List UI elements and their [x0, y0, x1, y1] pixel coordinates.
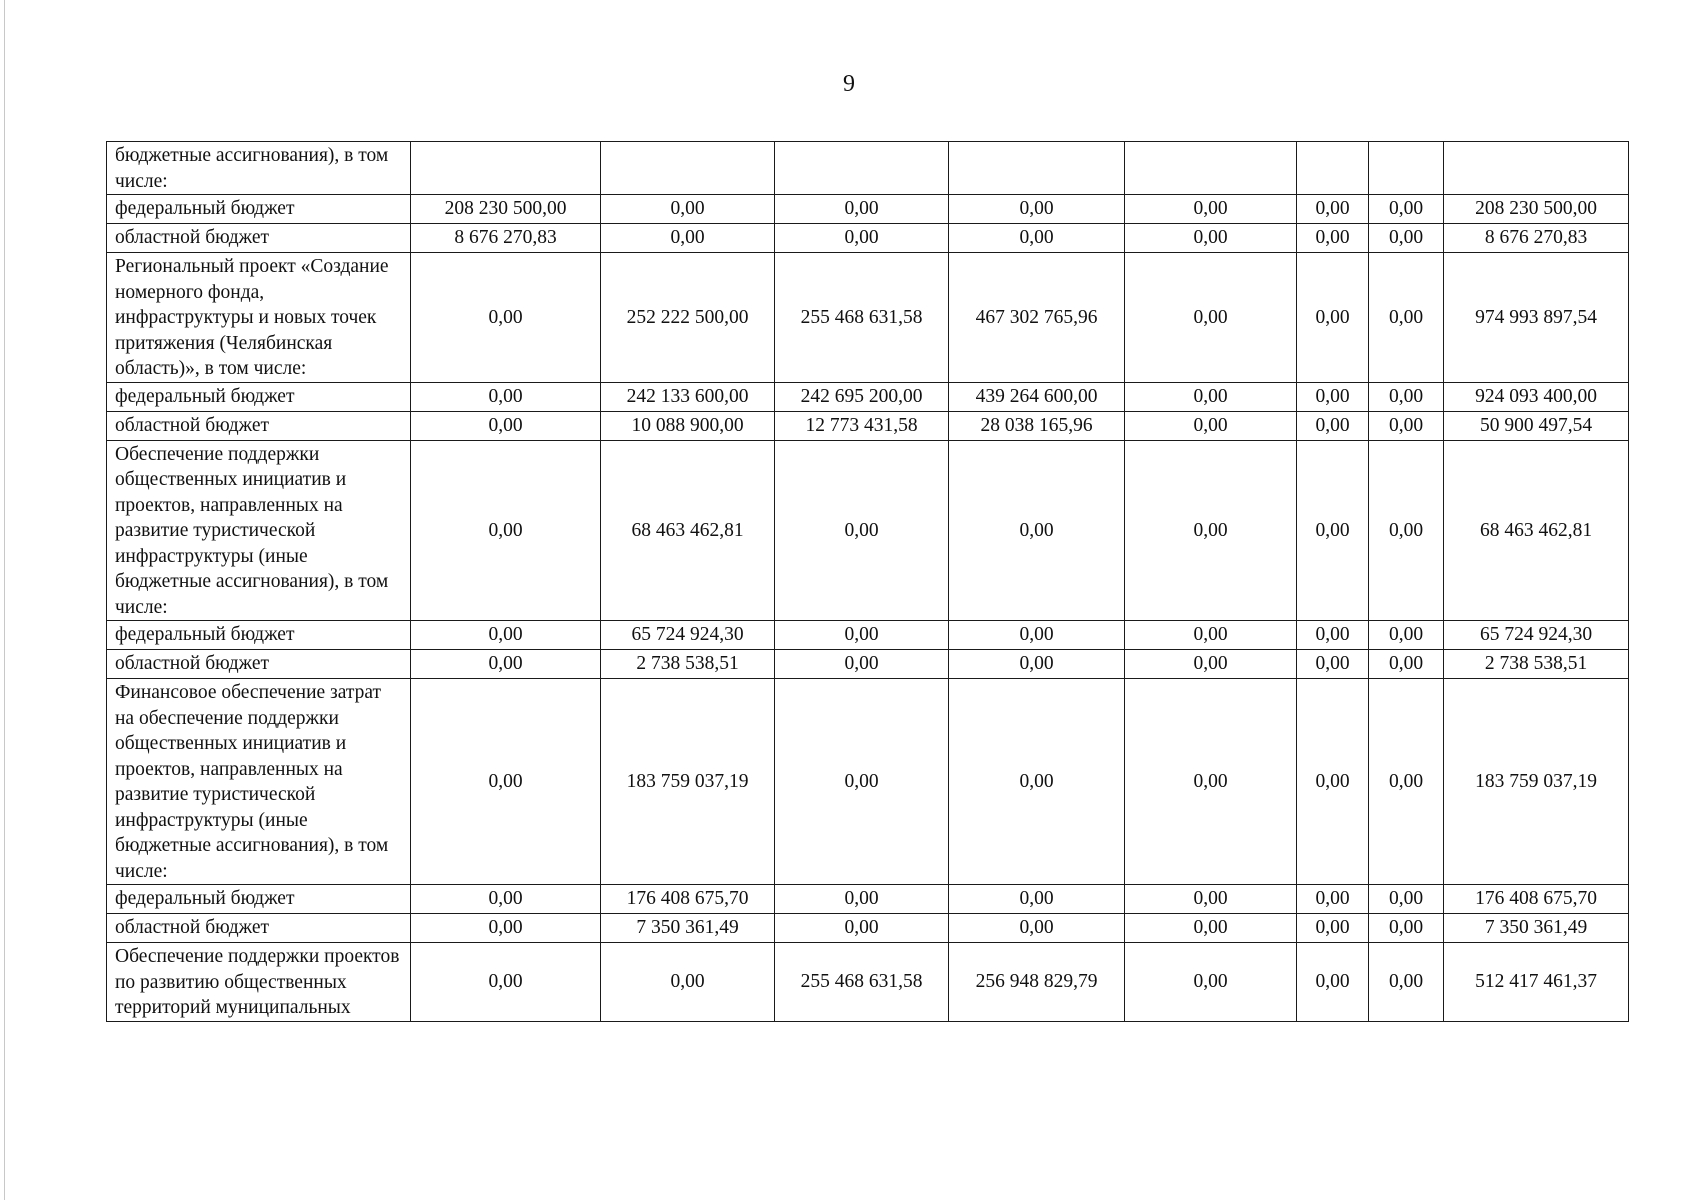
value-cell: 28 038 165,96 [949, 411, 1125, 440]
value-cell: 0,00 [1125, 440, 1297, 621]
value-cell: 0,00 [1369, 885, 1444, 914]
value-cell: 0,00 [949, 195, 1125, 224]
value-cell [601, 142, 775, 195]
value-cell: 0,00 [1297, 411, 1369, 440]
value-cell: 0,00 [1125, 885, 1297, 914]
value-cell: 255 468 631,58 [775, 943, 949, 1022]
value-cell: 0,00 [775, 885, 949, 914]
value-cell: 12 773 431,58 [775, 411, 949, 440]
value-cell: 0,00 [1369, 650, 1444, 679]
value-cell: 0,00 [1297, 914, 1369, 943]
table-row [107, 885, 1629, 914]
value-cell: 0,00 [411, 885, 601, 914]
value-cell: 10 088 900,00 [601, 411, 775, 440]
value-cell: 0,00 [949, 885, 1125, 914]
value-cell: 0,00 [601, 224, 775, 253]
value-cell: 0,00 [1297, 679, 1369, 885]
value-cell: 0,00 [1369, 253, 1444, 383]
value-cell: 0,00 [775, 621, 949, 650]
value-cell: 0,00 [411, 440, 601, 621]
value-cell: 0,00 [1125, 195, 1297, 224]
value-cell: 0,00 [949, 440, 1125, 621]
value-cell: 242 695 200,00 [775, 382, 949, 411]
value-cell: 0,00 [775, 914, 949, 943]
value-cell: 208 230 500,00 [411, 195, 601, 224]
value-cell: 0,00 [1369, 914, 1444, 943]
table-row [107, 224, 1629, 253]
table-row [107, 142, 1629, 195]
scan-edge-line [4, 0, 5, 1200]
value-cell: 0,00 [1297, 195, 1369, 224]
table-row [107, 914, 1629, 943]
row-label: федеральный бюджет [107, 885, 411, 914]
total-cell: 208 230 500,00 [1444, 195, 1629, 224]
value-cell: 439 264 600,00 [949, 382, 1125, 411]
value-cell: 0,00 [1125, 224, 1297, 253]
total-cell: 8 676 270,83 [1444, 224, 1629, 253]
value-cell: 7 350 361,49 [601, 914, 775, 943]
total-cell: 2 738 538,51 [1444, 650, 1629, 679]
value-cell: 0,00 [1369, 382, 1444, 411]
table-row [107, 679, 1629, 885]
total-cell: 974 993 897,54 [1444, 253, 1629, 383]
value-cell: 0,00 [1125, 253, 1297, 383]
total-cell [1444, 142, 1629, 195]
row-label: Обеспечение поддержки общественных инициатив и проектов, направленных на развитие туристической инфраструктуры (иные бюджетные ассигнования), в том числе: [107, 440, 411, 621]
table-row [107, 411, 1629, 440]
row-label: областной бюджет [107, 914, 411, 943]
value-cell: 0,00 [1297, 943, 1369, 1022]
value-cell: 242 133 600,00 [601, 382, 775, 411]
value-cell [1369, 142, 1444, 195]
page-number: 9 [843, 71, 855, 97]
total-cell: 176 408 675,70 [1444, 885, 1629, 914]
total-cell: 924 093 400,00 [1444, 382, 1629, 411]
budget-table [106, 141, 1629, 1022]
value-cell: 0,00 [1369, 679, 1444, 885]
value-cell: 0,00 [601, 943, 775, 1022]
row-label: федеральный бюджет [107, 621, 411, 650]
value-cell: 176 408 675,70 [601, 885, 775, 914]
value-cell: 0,00 [411, 621, 601, 650]
value-cell: 0,00 [601, 195, 775, 224]
value-cell: 0,00 [775, 440, 949, 621]
value-cell: 0,00 [949, 621, 1125, 650]
row-label: Финансовое обеспечение затрат на обеспечение поддержки общественных инициатив и проектов, направленных на развитие туристической инфраструктуры (иные бюджетные ассигнования), в том числе: [107, 679, 411, 885]
table-row [107, 253, 1629, 383]
row-label: областной бюджет [107, 650, 411, 679]
value-cell: 0,00 [949, 650, 1125, 679]
value-cell: 0,00 [1369, 943, 1444, 1022]
value-cell: 0,00 [775, 224, 949, 253]
value-cell [1125, 142, 1297, 195]
value-cell [1297, 142, 1369, 195]
value-cell: 0,00 [1125, 679, 1297, 885]
value-cell: 0,00 [1369, 224, 1444, 253]
value-cell: 0,00 [775, 650, 949, 679]
row-label: федеральный бюджет [107, 382, 411, 411]
row-label: областной бюджет [107, 224, 411, 253]
value-cell: 0,00 [411, 943, 601, 1022]
value-cell: 0,00 [949, 679, 1125, 885]
total-cell: 183 759 037,19 [1444, 679, 1629, 885]
value-cell: 0,00 [1125, 382, 1297, 411]
value-cell: 467 302 765,96 [949, 253, 1125, 383]
value-cell [949, 142, 1125, 195]
value-cell: 65 724 924,30 [601, 621, 775, 650]
value-cell: 0,00 [1297, 253, 1369, 383]
row-label: бюджетные ассигнования), в том числе: [107, 142, 411, 195]
total-cell: 7 350 361,49 [1444, 914, 1629, 943]
value-cell: 183 759 037,19 [601, 679, 775, 885]
table-row [107, 195, 1629, 224]
value-cell: 0,00 [411, 650, 601, 679]
total-cell: 50 900 497,54 [1444, 411, 1629, 440]
value-cell: 0,00 [1369, 195, 1444, 224]
value-cell: 0,00 [775, 679, 949, 885]
value-cell: 0,00 [1369, 621, 1444, 650]
value-cell: 252 222 500,00 [601, 253, 775, 383]
value-cell: 0,00 [411, 382, 601, 411]
value-cell: 0,00 [1297, 621, 1369, 650]
value-cell [411, 142, 601, 195]
value-cell: 0,00 [411, 679, 601, 885]
value-cell: 0,00 [1125, 914, 1297, 943]
table-row [107, 621, 1629, 650]
table-row [107, 943, 1629, 1022]
value-cell: 0,00 [411, 914, 601, 943]
total-cell: 65 724 924,30 [1444, 621, 1629, 650]
value-cell: 0,00 [949, 224, 1125, 253]
value-cell [775, 142, 949, 195]
value-cell: 8 676 270,83 [411, 224, 601, 253]
value-cell: 0,00 [775, 195, 949, 224]
value-cell: 0,00 [1297, 650, 1369, 679]
table-row [107, 650, 1629, 679]
value-cell: 2 738 538,51 [601, 650, 775, 679]
value-cell: 0,00 [1125, 650, 1297, 679]
value-cell: 0,00 [1297, 382, 1369, 411]
row-label: областной бюджет [107, 411, 411, 440]
value-cell: 0,00 [411, 253, 601, 383]
value-cell: 68 463 462,81 [601, 440, 775, 621]
value-cell: 0,00 [1297, 224, 1369, 253]
row-label: Обеспечение поддержки проектов по развитию общественных территорий муниципальных [107, 943, 411, 1022]
value-cell: 0,00 [949, 914, 1125, 943]
table-row [107, 440, 1629, 621]
value-cell: 0,00 [1369, 440, 1444, 621]
value-cell: 0,00 [1297, 885, 1369, 914]
value-cell: 0,00 [1125, 943, 1297, 1022]
value-cell: 256 948 829,79 [949, 943, 1125, 1022]
total-cell: 68 463 462,81 [1444, 440, 1629, 621]
table-row [107, 382, 1629, 411]
value-cell: 0,00 [1125, 621, 1297, 650]
value-cell: 0,00 [1297, 440, 1369, 621]
row-label: федеральный бюджет [107, 195, 411, 224]
value-cell: 0,00 [1369, 411, 1444, 440]
row-label: Региональный проект «Создание номерного фонда, инфраструктуры и новых точек притяжения (Челябинская область)», в том числе: [107, 253, 411, 383]
value-cell: 0,00 [411, 411, 601, 440]
value-cell: 0,00 [1125, 411, 1297, 440]
value-cell: 255 468 631,58 [775, 253, 949, 383]
total-cell: 512 417 461,37 [1444, 943, 1629, 1022]
